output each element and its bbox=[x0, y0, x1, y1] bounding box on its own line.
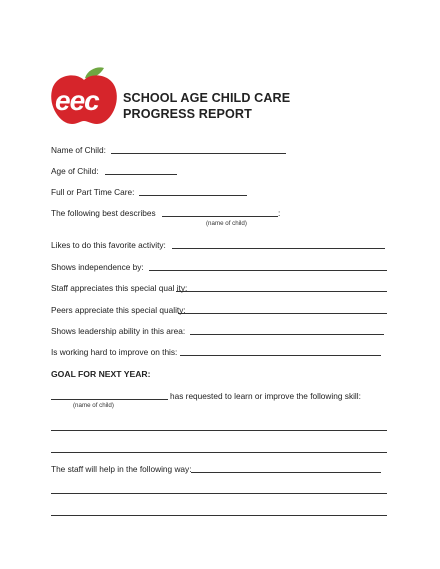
staff-help-line-2[interactable] bbox=[51, 515, 387, 516]
staff-help-line-1[interactable] bbox=[51, 493, 387, 494]
leadership-label: Shows leadership ability in this area: bbox=[51, 326, 186, 336]
goal-skill-line-1[interactable] bbox=[51, 430, 387, 431]
page-title-line1: SCHOOL AGE CHILD CARE bbox=[123, 91, 291, 105]
goal-heading: GOAL FOR NEXT YEAR: bbox=[51, 369, 151, 379]
svg-text:eec: eec bbox=[55, 85, 99, 116]
independence-label: Shows independence by: bbox=[51, 262, 144, 272]
peers-appreciate-label: Peers appreciate this special quality: bbox=[51, 305, 186, 315]
best-describes-name-hint: (name of child) bbox=[206, 220, 247, 227]
peers-appreciate-field[interactable] bbox=[178, 313, 387, 314]
best-describes-name-field[interactable] bbox=[162, 216, 278, 217]
goal-name-hint: (name of child) bbox=[73, 402, 114, 409]
working-hard-label: Is working hard to improve on this: bbox=[51, 347, 178, 357]
best-describes-colon: : bbox=[278, 208, 281, 218]
staff-help-label: The staff will help in the following way: bbox=[51, 464, 192, 474]
eec-logo bbox=[48, 66, 120, 126]
name-of-child-label: Name of Child: bbox=[51, 145, 106, 155]
goal-requested-text: has requested to learn or improve the following skill: bbox=[170, 391, 361, 401]
staff-appreciates-label: Staff appreciates this special qual ity: bbox=[51, 283, 188, 293]
working-hard-field[interactable] bbox=[180, 355, 381, 356]
best-describes-label: The following best describes bbox=[51, 208, 156, 218]
age-of-child-label: Age of Child: bbox=[51, 166, 99, 176]
favorite-activity-label: Likes to do this favorite activity: bbox=[51, 240, 166, 250]
staff-help-field[interactable] bbox=[191, 472, 381, 473]
favorite-activity-field[interactable] bbox=[172, 248, 385, 249]
apple-logo-icon bbox=[48, 66, 120, 126]
independence-field[interactable] bbox=[149, 270, 387, 271]
goal-skill-line-2[interactable] bbox=[51, 452, 387, 453]
page-title-line2: PROGRESS REPORT bbox=[123, 107, 252, 121]
staff-appreciates-field[interactable] bbox=[176, 291, 387, 292]
care-type-field[interactable] bbox=[139, 195, 247, 196]
age-of-child-field[interactable] bbox=[105, 174, 177, 175]
name-of-child-field[interactable] bbox=[111, 153, 286, 154]
care-type-label: Full or Part Time Care: bbox=[51, 187, 135, 197]
goal-child-name-field[interactable] bbox=[51, 399, 168, 400]
leadership-field[interactable] bbox=[190, 334, 384, 335]
